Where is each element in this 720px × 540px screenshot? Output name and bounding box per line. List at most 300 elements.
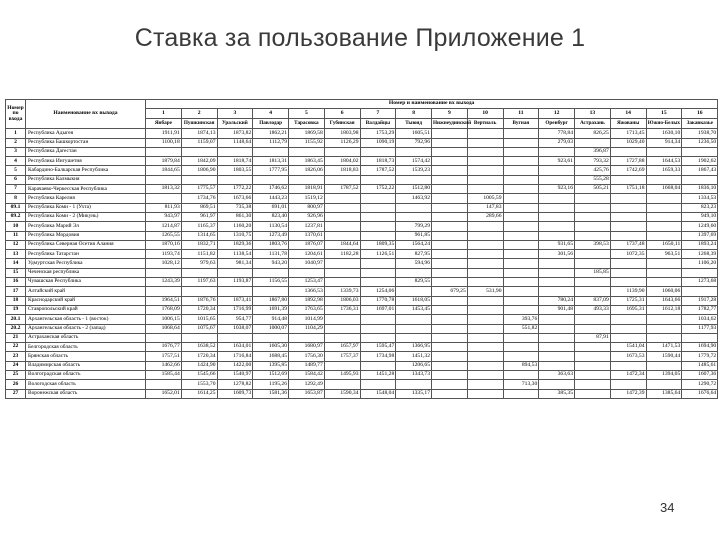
rate-cell: 1716,84 <box>217 352 253 361</box>
rate-cell <box>396 380 432 389</box>
rate-cell: 505,21 <box>575 185 611 194</box>
header-exit-name: Губинская <box>324 119 360 129</box>
rate-cell <box>646 175 682 184</box>
rate-cell <box>253 147 289 156</box>
rate-cell: 1395,85 <box>253 361 289 370</box>
rate-cell <box>610 222 646 231</box>
rate-cell: 1424,90 <box>181 361 217 370</box>
rate-cell: 961,85 <box>396 231 432 240</box>
row-number: 16 <box>6 278 26 287</box>
header-exit-number: 8 <box>396 109 432 119</box>
rate-cell <box>646 268 682 277</box>
rate-cell <box>646 194 682 203</box>
row-region-name: Чувашская Республика <box>26 278 146 287</box>
rate-cell <box>432 278 468 287</box>
row-number: 24 <box>6 361 26 370</box>
rate-cell: 1818,74 <box>217 157 253 166</box>
rate-cell: 1826,06 <box>289 166 325 175</box>
row-region-name: Карачаево-Черкесская Республика <box>26 185 146 194</box>
rate-cell: 1652,01 <box>146 389 182 398</box>
rate-cell <box>360 333 396 342</box>
rate-cell: 1370,61 <box>289 231 325 240</box>
rate-cell <box>646 324 682 333</box>
header-exit-number: 3 <box>217 109 253 119</box>
rate-cell: 1757,51 <box>146 352 182 361</box>
rate-cell <box>432 147 468 156</box>
rate-cell: 1495,93 <box>324 371 360 380</box>
rate-cell: 823,23 <box>682 203 718 212</box>
row-number: 14 <box>6 259 26 268</box>
page-number: 34 <box>660 500 675 515</box>
rate-cell <box>575 324 611 333</box>
rate-cell: 1876,07 <box>289 240 325 249</box>
row-region-name: Чеченская республика <box>26 268 146 277</box>
rate-cell <box>146 268 182 277</box>
row-region-name: Воронежская область <box>26 389 146 398</box>
header-exit-name: Астрахань <box>575 119 611 129</box>
row-region-name: Кабардино-Балкарская Республика <box>26 166 146 175</box>
rate-cell: 1112,79 <box>253 138 289 147</box>
row-number: 26 <box>6 380 26 389</box>
rate-cell: 1867,80 <box>253 296 289 305</box>
row-region-name: Брянская область <box>26 352 146 361</box>
rate-cell: 1844,64 <box>324 240 360 249</box>
rate-cell <box>610 333 646 342</box>
header-exit-number: 6 <box>324 109 360 119</box>
rate-cell <box>575 287 611 296</box>
rate-cell: 827,95 <box>396 250 432 259</box>
rate-cell: 713,30 <box>503 380 539 389</box>
rate-cell <box>610 194 646 203</box>
rate-cell <box>324 361 360 370</box>
rate-cell: 1751,18 <box>610 185 646 194</box>
rate-cell: 1862,21 <box>253 129 289 138</box>
row-number: 18 <box>6 296 26 305</box>
rate-cell <box>324 268 360 277</box>
rate-cell: 1156,55 <box>253 278 289 287</box>
rate-cell: 1138,54 <box>217 250 253 259</box>
rate-cell: 1673,53 <box>610 352 646 361</box>
header-exit-name: Тарасовка <box>289 119 325 129</box>
row-number: 27 <box>6 389 26 398</box>
header-exit-name: Янбаре <box>146 119 182 129</box>
rate-cell: 1519,12 <box>289 194 325 203</box>
rate-cell <box>467 324 503 333</box>
rate-cell <box>682 268 718 277</box>
rate-cell <box>539 380 575 389</box>
row-region-name: Республика Дагестан <box>26 147 146 156</box>
rate-cell <box>575 343 611 352</box>
rate-cell: 780,24 <box>539 296 575 305</box>
rate-cell: 1060,06 <box>646 287 682 296</box>
rate-cell: 1638,52 <box>181 343 217 352</box>
rate-cell: 1893,24 <box>682 240 718 249</box>
rate-cell: 1736,31 <box>324 305 360 314</box>
rate-cell: 1545,66 <box>181 371 217 380</box>
rate-cell: 1090,19 <box>360 138 396 147</box>
rate-cell: 1165,37 <box>181 222 217 231</box>
rate-cell: 425,76 <box>575 166 611 175</box>
rate-cell <box>503 250 539 259</box>
rate-cell: 793,32 <box>575 157 611 166</box>
row-region-name: Краснодарский край <box>26 296 146 305</box>
rate-cell <box>396 175 432 184</box>
rate-cell: 1614,25 <box>181 389 217 398</box>
rate-cell <box>503 259 539 268</box>
rate-cell <box>503 194 539 203</box>
rate-cell: 1540,97 <box>217 371 253 380</box>
rate-cell <box>146 147 182 156</box>
rate-cell: 1668,04 <box>646 185 682 194</box>
rate-cell <box>324 278 360 287</box>
rate-cell: 926,96 <box>289 212 325 221</box>
rate-cell: 1028,12 <box>146 259 182 268</box>
rate-cell <box>467 222 503 231</box>
table-row <box>6 278 718 287</box>
header-group-row <box>6 100 718 109</box>
rate-cell <box>575 250 611 259</box>
rate-cell <box>217 333 253 342</box>
rate-cell <box>610 203 646 212</box>
rate-cell <box>467 333 503 342</box>
rate-cell: 1607,36 <box>682 371 718 380</box>
rate-cell: 1471,53 <box>646 343 682 352</box>
row-number: 3 <box>6 147 26 156</box>
row-region-name: Алтайский край <box>26 287 146 296</box>
rate-cell <box>360 203 396 212</box>
table-row <box>6 175 718 184</box>
rate-cell <box>503 222 539 231</box>
rate-cell <box>503 296 539 305</box>
rate-cell: 1832,71 <box>181 240 217 249</box>
row-number: 21 <box>6 333 26 342</box>
rate-cell: 1844,65 <box>146 166 182 175</box>
rate-cell <box>467 129 503 138</box>
rate-cell <box>360 175 396 184</box>
rate-cell: 385,35 <box>539 389 575 398</box>
header-exit-name: Закавказье <box>682 119 718 129</box>
rate-cell <box>253 333 289 342</box>
rate-cell <box>181 147 217 156</box>
row-number: 7 <box>6 185 26 194</box>
rate-cell <box>646 203 682 212</box>
rate-cell <box>503 212 539 221</box>
rate-cell: 1564,24 <box>396 240 432 249</box>
rate-cell <box>467 380 503 389</box>
rate-cell: 1813,32 <box>146 185 182 194</box>
rate-cell: 1014,99 <box>289 315 325 324</box>
header-exit-name: Яжованы <box>610 119 646 129</box>
slide-title: Ставка за пользование Приложение 1 <box>134 24 586 52</box>
rate-cell: 1278,82 <box>217 380 253 389</box>
rate-cell <box>467 175 503 184</box>
rate-cell <box>503 343 539 352</box>
rate-cell: 894,53 <box>503 361 539 370</box>
rate-cell: 931,65 <box>539 240 575 249</box>
rate-cell <box>324 212 360 221</box>
rate-cell <box>503 287 539 296</box>
rate-cell: 393,76 <box>503 315 539 324</box>
rate-cell <box>360 361 396 370</box>
rate-cell <box>539 343 575 352</box>
rate-cell: 826,25 <box>575 129 611 138</box>
header-exit-number: 11 <box>503 109 539 119</box>
rate-cell <box>503 138 539 147</box>
rate-cell <box>396 315 432 324</box>
rate-cell <box>396 287 432 296</box>
rate-cell <box>646 259 682 268</box>
table-row <box>6 147 718 156</box>
row-region-name: Республика Карелия <box>26 194 146 203</box>
rate-cell <box>467 315 503 324</box>
rate-cell: 1126,29 <box>324 138 360 147</box>
rate-cell: 1775,57 <box>181 185 217 194</box>
rate-cell <box>682 175 718 184</box>
header-exit-name: Валдайцы <box>360 119 396 129</box>
rate-cell <box>503 175 539 184</box>
header-exit-name: Южно-Белых <box>646 119 682 129</box>
rate-cell: 1462,66 <box>146 361 182 370</box>
rate-cell: 1249,60 <box>682 222 718 231</box>
rate-cell: 1595,47 <box>360 343 396 352</box>
rate-cell <box>539 333 575 342</box>
rate-cell: 1485,61 <box>682 361 718 370</box>
rate-cell: 943,97 <box>146 212 182 221</box>
header-exit-group: Номер и наименование вх выхода <box>146 100 718 109</box>
rate-cell <box>575 194 611 203</box>
rate-cell: 961,97 <box>181 212 217 221</box>
rate-cell <box>324 222 360 231</box>
rate-cell: 1590,44 <box>646 352 682 361</box>
table-row <box>6 194 718 203</box>
rate-cell: 1873,82 <box>217 129 253 138</box>
rate-cell: 1385,64 <box>646 389 682 398</box>
rate-cell: 1273,68 <box>682 278 718 287</box>
rate-cell: 1818,83 <box>324 166 360 175</box>
rate-cell: 1366,95 <box>396 343 432 352</box>
rate-cell: 1177,93 <box>682 324 718 333</box>
header-exit-number: 5 <box>289 109 325 119</box>
rate-cell <box>467 296 503 305</box>
rate-cell: 1472,39 <box>610 389 646 398</box>
row-number: 11 <box>6 231 26 240</box>
rate-cell <box>432 380 468 389</box>
rate-cell: 1273,49 <box>253 231 289 240</box>
rate-cell <box>181 175 217 184</box>
table-row <box>6 352 718 361</box>
rate-cell: 1131,78 <box>253 250 289 259</box>
rate-cell: 1574,42 <box>396 157 432 166</box>
rate-cell <box>503 278 539 287</box>
rate-cell: 1310,75 <box>217 231 253 240</box>
rate-cell <box>539 194 575 203</box>
rate-cell: 1243,39 <box>146 278 182 287</box>
rate-cell <box>432 129 468 138</box>
rate-cell <box>432 185 468 194</box>
rate-cell: 829,55 <box>396 278 432 287</box>
rate-cell <box>467 371 503 380</box>
table-row <box>6 212 718 221</box>
rate-cell: 1106,20 <box>682 259 718 268</box>
rate-cell: 147,83 <box>467 203 503 212</box>
table-row <box>6 250 718 259</box>
rate-cell: 1659,33 <box>646 166 682 175</box>
rate-cell: 1585,44 <box>146 371 182 380</box>
rate-cell: 1236,50 <box>682 138 718 147</box>
rate-cell: 289,66 <box>467 212 503 221</box>
rate-cell: 1917,28 <box>682 296 718 305</box>
rate-cell <box>360 278 396 287</box>
rate-cell: 1869,58 <box>289 129 325 138</box>
rate-cell: 1343,73 <box>396 371 432 380</box>
rate-cell <box>539 203 575 212</box>
rate-cell: 1818,73 <box>360 157 396 166</box>
rate-cell: 1713,45 <box>610 129 646 138</box>
rate-table-container <box>5 99 717 399</box>
row-number: 09.1 <box>6 203 26 212</box>
rate-cell <box>539 175 575 184</box>
rate-cell <box>289 268 325 277</box>
rate-cell <box>146 380 182 389</box>
rate-cell: 1964,51 <box>146 296 182 305</box>
header-exit-name: Вугная <box>503 119 539 129</box>
rate-cell <box>432 305 468 314</box>
rate-cell <box>181 268 217 277</box>
rate-cell <box>646 361 682 370</box>
row-number: 23 <box>6 352 26 361</box>
rate-cell <box>503 333 539 342</box>
table-row <box>6 287 718 296</box>
rate-cell <box>575 203 611 212</box>
header-exit-name: Тыюнд <box>396 119 432 129</box>
rate-cell <box>360 380 396 389</box>
rate-cell <box>539 222 575 231</box>
rate-cell <box>146 194 182 203</box>
rate-cell: 869,51 <box>181 203 217 212</box>
rate-cell <box>324 194 360 203</box>
rate-cell <box>396 147 432 156</box>
rate-cell <box>432 343 468 352</box>
rate-cell: 1806,90 <box>181 166 217 175</box>
header-exit-number: 14 <box>610 109 646 119</box>
rate-cell <box>610 231 646 240</box>
rate-cell <box>467 278 503 287</box>
rate-cell <box>682 147 718 156</box>
rate-cell: 1873,41 <box>217 296 253 305</box>
rate-cell <box>396 324 432 333</box>
rate-cell <box>253 287 289 296</box>
rate-cell <box>432 138 468 147</box>
rate-cell: 1541,04 <box>610 343 646 352</box>
rate-cell: 1254,06 <box>360 287 396 296</box>
rate-cell: 1874,13 <box>181 129 217 138</box>
rate-cell <box>217 147 253 156</box>
rate-cell <box>217 287 253 296</box>
header-exit-name: Нижнеудинский <box>432 119 468 129</box>
rate-cell: 1335,17 <box>396 389 432 398</box>
rate-cell <box>503 352 539 361</box>
rate-cell: 1214,87 <box>146 222 182 231</box>
rate-cell: 1197,63 <box>181 278 217 287</box>
rate-cell: 1605,51 <box>396 129 432 138</box>
header-exit-number: 2 <box>181 109 217 119</box>
row-number: 4 <box>6 157 26 166</box>
rate-cell: 1451,28 <box>360 371 396 380</box>
row-number: 6 <box>6 175 26 184</box>
rate-cell: 1512,69 <box>253 371 289 380</box>
row-number: 12 <box>6 240 26 249</box>
rate-cell: 792,96 <box>396 138 432 147</box>
table-row <box>6 240 718 249</box>
rate-cell: 1757,37 <box>324 352 360 361</box>
rate-cell: 1829,36 <box>217 240 253 249</box>
rate-cell: 1680,97 <box>289 343 325 352</box>
rate-cell <box>360 147 396 156</box>
rate-cell: 778,84 <box>539 129 575 138</box>
rate-cell <box>432 296 468 305</box>
rate-cell <box>575 361 611 370</box>
rate-cell: 1813,31 <box>253 157 289 166</box>
rate-cell <box>467 305 503 314</box>
rate-cell: 1605,30 <box>253 343 289 352</box>
rate-cell: 1867,43 <box>682 166 718 175</box>
rate-cell <box>610 175 646 184</box>
rate-cell: 1650,11 <box>646 240 682 249</box>
rate-cell: 1725,31 <box>610 296 646 305</box>
rate-cell <box>646 231 682 240</box>
row-region-name: Владимирская область <box>26 361 146 370</box>
rate-cell <box>539 352 575 361</box>
rate-cell: 1892,98 <box>289 296 325 305</box>
rate-cell: 1148,64 <box>217 138 253 147</box>
rate-cell: 493,33 <box>575 305 611 314</box>
rate-cell: 1463,92 <box>396 194 432 203</box>
rate-cell <box>539 315 575 324</box>
rate-cell: 943,20 <box>253 259 289 268</box>
rate-cell: 1716,99 <box>217 305 253 314</box>
row-region-name: Белгородская область <box>26 343 146 352</box>
rate-cell <box>503 203 539 212</box>
rate-cell: 1763,65 <box>289 305 325 314</box>
row-number: 2 <box>6 138 26 147</box>
rate-cell: 1130,54 <box>253 222 289 231</box>
rate-cell <box>360 194 396 203</box>
rate-cell <box>467 231 503 240</box>
rate-cell <box>181 333 217 342</box>
rate-cell <box>539 268 575 277</box>
rate-cell: 823,40 <box>253 212 289 221</box>
rate-cell <box>467 240 503 249</box>
rate-cell <box>467 343 503 352</box>
header-exit-name: Уральский <box>217 119 253 129</box>
table-row <box>6 380 718 389</box>
rate-cell: 914,48 <box>253 315 289 324</box>
rate-cell: 799,29 <box>396 222 432 231</box>
rate-cell: 1737,48 <box>610 240 646 249</box>
header-exit-name: Оренбург <box>539 119 575 129</box>
rate-cell <box>539 259 575 268</box>
rate-table <box>5 99 718 399</box>
rate-cell <box>324 380 360 389</box>
rate-cell <box>539 324 575 333</box>
rate-cell: 1688,45 <box>253 352 289 361</box>
rate-cell: 1879,84 <box>146 157 182 166</box>
rate-cell: 963,51 <box>646 250 682 259</box>
rate-cell <box>467 185 503 194</box>
rate-cell <box>503 157 539 166</box>
rate-cell <box>396 212 432 221</box>
rate-cell <box>432 157 468 166</box>
